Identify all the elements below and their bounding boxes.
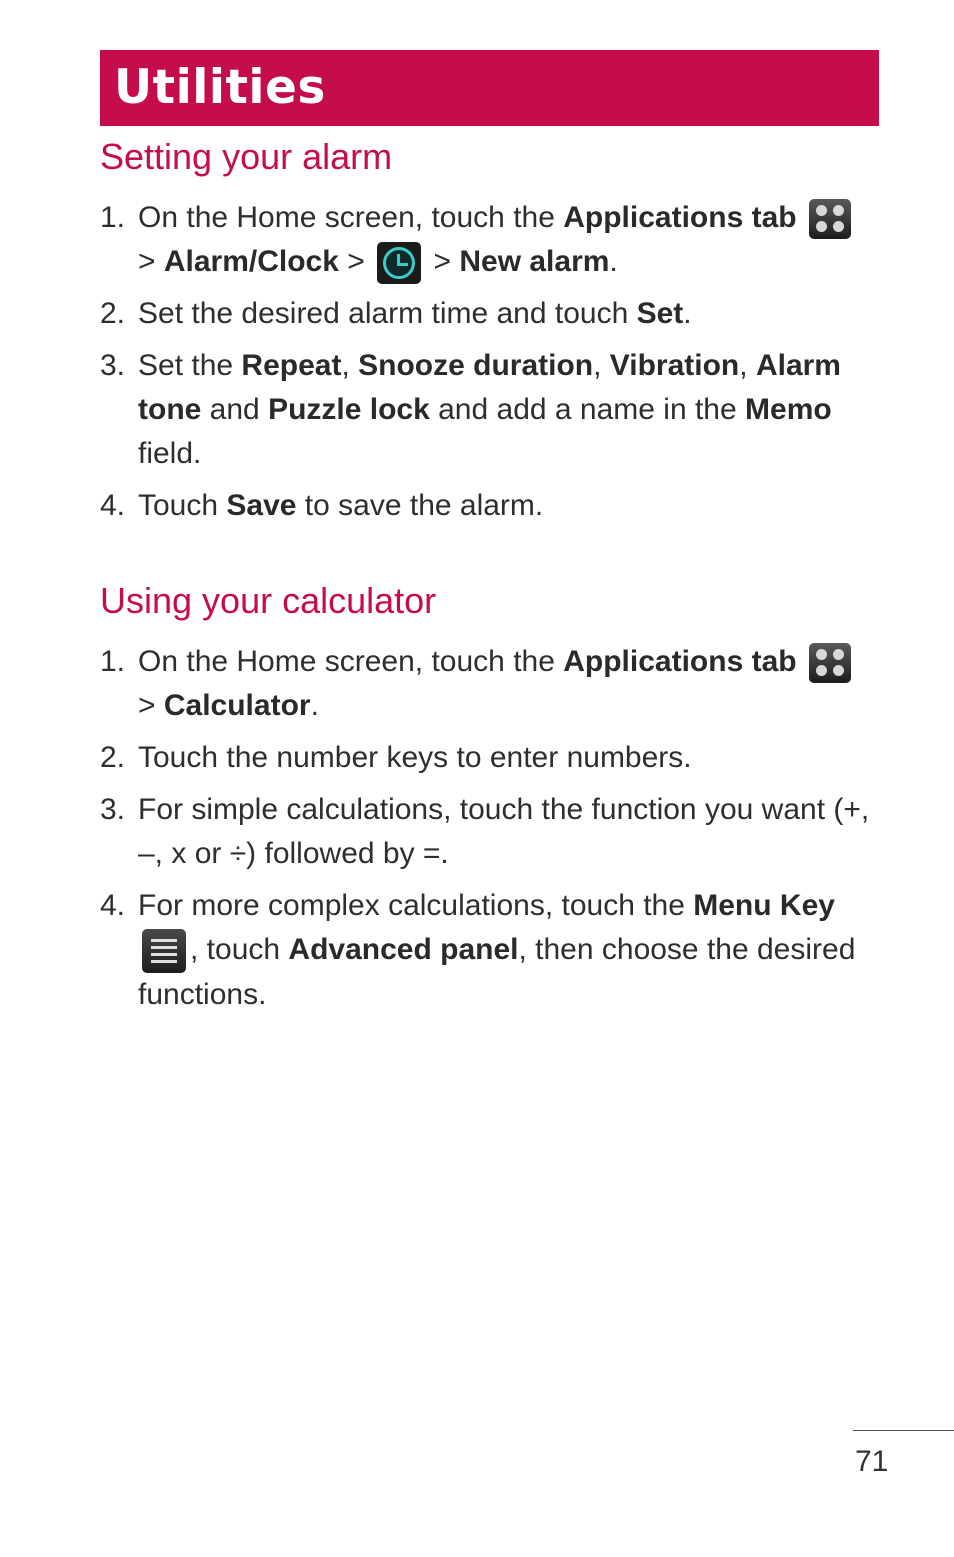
calculator-steps-list — [100, 640, 870, 1025]
step-text: to save the alarm. — [296, 489, 544, 523]
alarm-clock-label: Alarm/Clock — [163, 245, 339, 278]
step-text: On the Home screen, touch the — [138, 201, 564, 234]
step-text: > — [338, 245, 374, 278]
step-text: and — [201, 393, 269, 427]
page-number: 71 — [855, 1445, 889, 1478]
alarm-section-title: Setting your alarm — [100, 136, 393, 177]
applications-tab-label: Applications tab — [563, 201, 797, 234]
applications-grid-icon — [809, 643, 851, 683]
step-text: Touch the number keys to enter numbers. — [138, 741, 692, 774]
advanced-panel-label: Advanced panel — [288, 933, 519, 966]
save-label: Save — [226, 489, 297, 523]
step-text: Set the — [138, 349, 242, 383]
puzzle-lock-label: Puzzle lock — [268, 393, 430, 427]
calculator-step-4 — [100, 884, 870, 1017]
step-text: For simple calculations, touch the function you want (+, –, x or ÷) followed by =. — [138, 793, 870, 870]
alarm-steps-list — [100, 196, 870, 536]
step-text: . — [609, 245, 618, 278]
step-number: 3. — [100, 793, 126, 826]
step-number: 1. — [100, 645, 126, 678]
applications-tab-label: Applications tab — [563, 645, 797, 678]
step-text: > — [138, 689, 164, 722]
step-text: > — [425, 245, 460, 278]
step-text: Set the desired alarm time and touch — [138, 297, 637, 331]
step-number: 4. — [100, 489, 126, 523]
repeat-label: Repeat — [241, 349, 342, 383]
memo-label: Memo — [745, 393, 832, 427]
step-text: For more complex calculations, touch the — [138, 889, 694, 922]
step-text: . — [683, 297, 692, 331]
calculator-step-2 — [100, 736, 870, 780]
snooze-duration-label: Snooze duration — [358, 349, 594, 383]
step-text: On the Home screen, touch the — [138, 645, 564, 678]
new-alarm-label: New alarm — [459, 245, 610, 278]
menu-key-label: Menu Key — [693, 889, 835, 922]
step-number: 1. — [100, 201, 126, 234]
alarm-step-3 — [100, 344, 870, 476]
step-text: and add a name in the — [429, 393, 746, 427]
calculator-section-title: Using your calculator — [100, 580, 437, 621]
step-text: , — [593, 349, 610, 383]
alarm-step-4 — [100, 484, 870, 528]
step-text: , — [739, 349, 756, 383]
step-text: , then choose the desired functions. — [138, 933, 856, 1012]
alarm-step-1 — [100, 196, 870, 284]
page-title: Utilities — [114, 60, 326, 115]
calculator-step-3 — [100, 788, 870, 876]
step-text: field. — [138, 437, 202, 471]
calculator-label: Calculator — [163, 689, 311, 722]
set-label: Set — [636, 297, 684, 331]
alarm-clock-icon — [377, 242, 421, 284]
step-number: 4. — [100, 889, 126, 922]
vibration-label: Vibration — [609, 349, 740, 383]
step-text: , — [341, 349, 359, 383]
alarm-tone-label: Alarm tone — [138, 349, 841, 427]
step-text: > — [138, 245, 164, 278]
step-text: Touch — [138, 489, 227, 523]
calculator-step-1 — [100, 640, 870, 728]
step-text: , touch — [190, 933, 289, 966]
section-banner — [100, 50, 879, 126]
footer-rule — [853, 1430, 954, 1431]
step-number: 2. — [100, 297, 126, 331]
step-number: 3. — [100, 349, 126, 383]
alarm-step-2 — [100, 292, 870, 336]
applications-grid-icon — [809, 199, 851, 239]
menu-key-icon — [142, 929, 186, 973]
step-text: . — [310, 689, 319, 722]
step-number: 2. — [100, 741, 126, 774]
